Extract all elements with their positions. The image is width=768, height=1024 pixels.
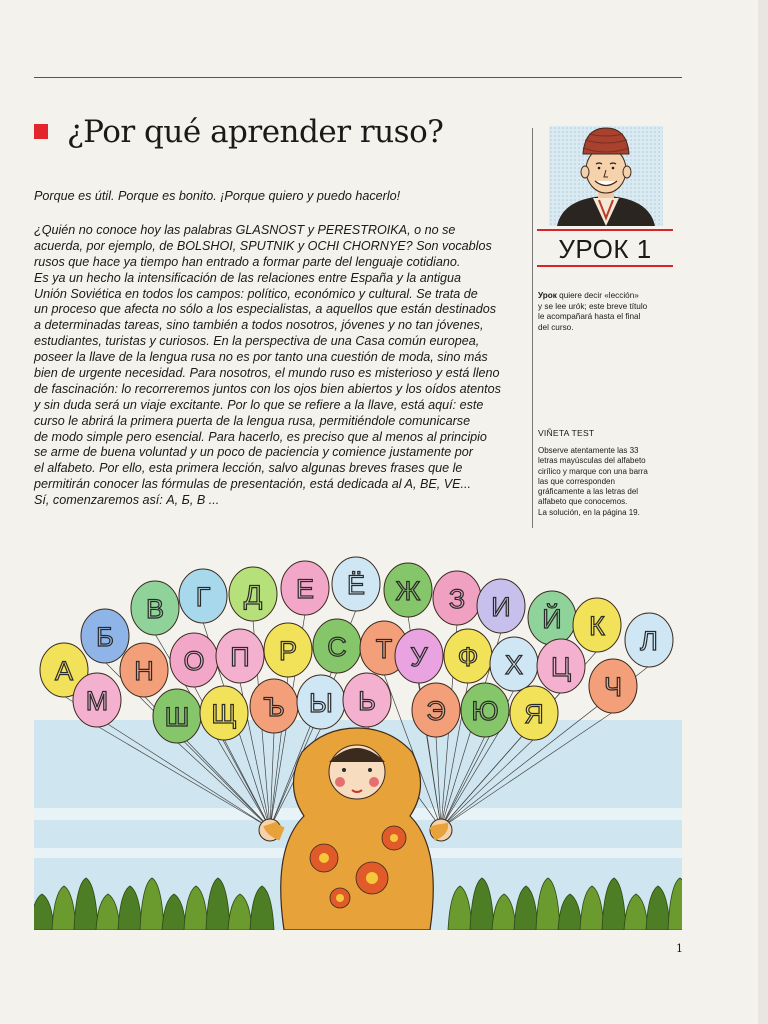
letter-balloon [433, 571, 481, 625]
letter-balloon [131, 581, 179, 635]
balloon-letter: Ш [164, 702, 190, 732]
matryoshka-balloons-illustration [34, 548, 682, 930]
body-line: un proceso que afecta no sólo a los especialistas, a aquellos que están destinados [34, 302, 497, 317]
letter-balloon [395, 629, 443, 683]
letter-balloon [461, 683, 509, 737]
letter-balloon [200, 686, 248, 740]
letter-balloon [573, 598, 621, 652]
letter-balloon [153, 689, 201, 743]
balloon-letter: Е [295, 574, 315, 604]
lesson-title: УРОК 1 [558, 234, 652, 264]
balloon-letter: Г [195, 582, 211, 612]
test-heading: VIÑETA TEST [538, 428, 595, 438]
letter-balloon [229, 567, 277, 621]
letter-balloon [81, 609, 129, 663]
balloon-letter: Т [375, 634, 393, 664]
balloon-letter: Б [96, 622, 114, 652]
balloon-letter: Э [426, 696, 446, 726]
letter-balloon [625, 613, 673, 667]
test-text: Observe atentamente las 33 letras mayúsculas del alfabeto cirílico y marque con una barra las que corresponden gráficamente a las letras del alfabeto que conocemos. La solución, en la página 19. [538, 446, 648, 517]
side-note-text: quiere decir «lección» y se lee urók; este breve título le acompañará hasta el final del curso. [538, 291, 648, 332]
balloon-letter: Ю [471, 696, 499, 726]
letter-balloon [120, 643, 168, 697]
balloon-letter: Л [640, 626, 658, 656]
balloon-letter: В [145, 594, 165, 624]
portrait-illustration [549, 126, 663, 226]
letter-balloon [343, 673, 391, 727]
balloon-letter: Р [278, 636, 298, 666]
letter-balloon [179, 569, 227, 623]
letter-balloon [216, 629, 264, 683]
balloon-letter: О [183, 646, 205, 676]
body-line: curso le abrirá la primera puerta de la lengua rusa, permitiéndole comunicarse [34, 413, 471, 428]
balloon-letter: Щ [211, 699, 237, 729]
balloon-letter: А [54, 656, 74, 686]
lede: Porque es útil. Porque es bonito. ¡Porque quiero y puedo hacerlo! [34, 189, 401, 203]
balloon-letter: К [589, 611, 605, 641]
letter-balloon [444, 629, 492, 683]
body-line: de modo simple pero esencial. Para hacerlo, es preciso que al menos al principio [34, 429, 487, 444]
lesson-rule-bottom [537, 265, 673, 267]
balloon-letter: Ф [457, 642, 479, 672]
body-text [34, 223, 522, 509]
side-note-word: Урок [538, 291, 557, 300]
title-marker [34, 124, 48, 139]
balloon-letter: И [491, 592, 511, 622]
body-line: bien de urgente necesidad. Para nosotros, el mundo ruso es misterioso y está lleno [34, 366, 500, 381]
body-line: rusos que hace ya tiempo han entrado a formar parte del lenguaje cotidiano. [34, 254, 461, 269]
letter-balloon [490, 637, 538, 691]
lesson-rule-top [537, 229, 673, 231]
body-line: acuerda, por ejemplo, de BOLSHOI, SPUTNIK y OCHI CHORNYE? Son vocablos [34, 238, 492, 253]
body-line: Unión Soviética en todos los campos: político, económico y cultural. Se trata de [34, 286, 478, 301]
body-line: Es ya un hecho la intensificación de las relaciones entre España y la antigua [34, 270, 462, 285]
balloon-letter: Н [134, 656, 154, 686]
balloon-letter: М [85, 686, 109, 716]
body-line: estudiantes, turistas y curiosos. En la perspectiva de una Casa común europea, [34, 334, 480, 349]
balloon-letter: Ё [346, 570, 366, 600]
balloon-letter: П [230, 642, 250, 672]
letter-balloon [384, 563, 432, 617]
page-title: ¿Por qué aprender ruso? [67, 114, 444, 150]
letter-balloon [332, 557, 380, 611]
side-note [538, 291, 668, 333]
letter-balloon [477, 579, 525, 633]
body-line: poseer la llave de la lengua rusa no es por tanto una cuestión de moda, sino más [34, 350, 488, 365]
balloon-letter: С [327, 632, 347, 662]
letter-balloon [313, 619, 361, 673]
body-line: de fascinación: lo recorreremos juntos con los ojos bien abiertos y los oídos atentos [34, 381, 501, 396]
body-line: Sí, comenzaremos así: А, Б, В ... [34, 493, 220, 508]
body-line: a determinadas tareas, sino también a todos nosotros, jóvenes y no tan jóvenes, [34, 318, 484, 333]
letter-balloon [528, 591, 576, 645]
sidebar-rule [532, 128, 533, 528]
letter-balloon [510, 686, 558, 740]
balloon-letter: У [410, 642, 428, 672]
top-rule [34, 77, 682, 78]
letter-balloon [589, 659, 637, 713]
balloon-letter: Я [524, 699, 544, 729]
letter-balloon [73, 673, 121, 727]
letter-balloon [264, 623, 312, 677]
balloon-letter: Х [504, 650, 524, 680]
letter-balloon [297, 675, 345, 729]
balloon-letter: Ч [604, 672, 622, 702]
letter-balloon [250, 679, 298, 733]
letter-balloon [537, 639, 585, 693]
page-number: 1 [676, 942, 683, 955]
balloon-letter: Д [243, 580, 263, 610]
balloon-letter: Ь [358, 686, 376, 716]
body-line: el alfabeto. Por ello, esta primera lección, salvo algunas breves frases que le [34, 461, 463, 476]
balloon-letter: Ц [551, 652, 571, 682]
body-line: permitirán conocer las fórmulas de presentación, está dedicada al A, BE, VE... [34, 477, 472, 492]
letter-balloon [170, 633, 218, 687]
balloon-letter: Й [542, 604, 562, 634]
body-line: se arme de buena voluntad y un poco de paciencia y comience justamente por [34, 445, 473, 460]
body-line: ¿Quién no conoce hoy las palabras GLASNOST y PERESTROIKA, o no se [34, 223, 456, 237]
letter-balloon [412, 683, 460, 737]
balloon-letter: Ж [395, 576, 421, 606]
letter-balloon [281, 561, 329, 615]
body-line: y sin duda será un viaje excitante. Por lo que se refiere a la llave, está aquí: este [34, 397, 484, 412]
balloon-letter: Ы [309, 688, 333, 718]
balloon-letter: Ъ [263, 692, 285, 722]
balloon-letter: З [448, 584, 466, 614]
page-edge [758, 0, 768, 1024]
